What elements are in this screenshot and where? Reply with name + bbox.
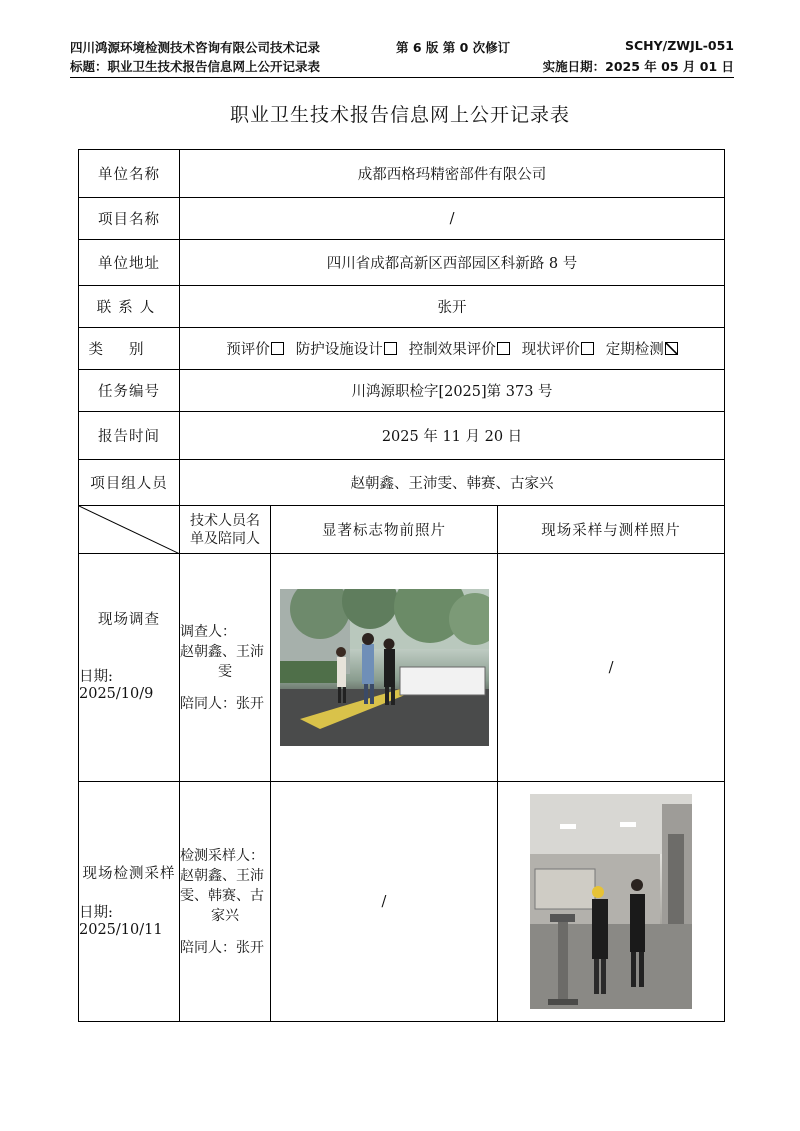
header-row-1 [70, 38, 734, 56]
row-team [79, 460, 725, 506]
testing-date-label: 日期: [79, 905, 113, 921]
category-option-periodic-testing: 定期检测 [606, 342, 678, 358]
checkbox-protection-design[interactable] [384, 342, 397, 355]
survey-info [79, 554, 180, 782]
label-project-name: 项目名称 [79, 198, 180, 240]
samplers-line3: 家兴 [211, 907, 239, 924]
value-unit-address: 四川省成都高新区西部园区科新路 8 号 [180, 240, 725, 286]
testing-sampling-photo-cell [498, 782, 725, 1022]
header-company: 四川鸿源环境检测技术咨询有限公司技术记录 [70, 40, 321, 55]
survey-name: 现场调查 [98, 612, 160, 628]
row-category [79, 328, 725, 370]
value-team: 赵朝鑫、王沛雯、韩赛、古家兴 [180, 460, 725, 506]
value-contact: 张开 [180, 286, 725, 328]
survey-escort: 陪同人：张开 [180, 695, 264, 712]
category-option-status-evaluation: 现状评价 [522, 342, 606, 358]
samplers-line1: 赵朝鑫、王沛 [180, 867, 264, 884]
diagonal-header-cell [79, 506, 180, 554]
survey-date-label: 日期: [79, 669, 113, 685]
landmark-photo-image [280, 589, 489, 746]
survey-date: 2025/10/9 [79, 686, 154, 702]
investigator-label: 调查人： [180, 623, 236, 640]
value-project-name: / [180, 198, 725, 240]
diagonal-line [79, 506, 180, 554]
category-option-control-effect: 控制效果评价 [409, 342, 522, 358]
label-team: 项目组人员 [79, 460, 180, 506]
checkbox-control-effect[interactable] [497, 342, 510, 355]
row-survey [79, 554, 725, 782]
document-title: 职业卫生技术报告信息网上公开记录表 [229, 104, 570, 126]
survey-landmark-photo-cell [271, 554, 498, 782]
label-contact: 联系人 [79, 286, 180, 328]
sampler-label: 检测采样人： [180, 847, 264, 864]
label-category: 类别 [79, 328, 180, 370]
header-staff: 技术人员名 单及陪同人 [180, 506, 271, 554]
checkbox-periodic-testing[interactable] [665, 342, 678, 355]
samplers-line2: 雯、韩赛、古 [180, 887, 264, 904]
survey-sampling-cell: / [498, 554, 725, 782]
sampling-photo-image [530, 794, 692, 1009]
value-report-date: 2025 年 11 月 20 日 [180, 412, 725, 460]
value-task-no: 川鸿源职检字[2025]第 373 号 [180, 370, 725, 412]
testing-landmark-cell: / [271, 782, 498, 1022]
checkbox-pre-evaluation[interactable] [271, 342, 284, 355]
header-row-2 [70, 57, 734, 75]
label-report-date: 报告时间 [79, 412, 180, 460]
row-photo-header [79, 506, 725, 554]
row-unit-name [79, 150, 725, 198]
header-title: 标题：职业卫生技术报告信息网上公开记录表 [70, 59, 321, 74]
label-unit-address: 单位地址 [79, 240, 180, 286]
testing-date: 2025/10/11 [79, 922, 163, 938]
label-unit-name: 单位名称 [79, 150, 180, 198]
survey-staff [180, 554, 271, 782]
label-task-no: 任务编号 [79, 370, 180, 412]
testing-info [79, 782, 180, 1022]
row-task-no [79, 370, 725, 412]
row-report-date [79, 412, 725, 460]
investigators-cont: 雯 [218, 663, 232, 680]
testing-staff [180, 782, 271, 1022]
header-code: SCHY/ZWJL-051 [624, 38, 734, 53]
testing-name: 现场检测采样 [82, 866, 176, 882]
record-table [78, 149, 725, 1022]
header-sampling-photo: 现场采样与测样照片 [498, 506, 725, 554]
header-effective-date: 实施日期：2025 年 05 月 01 日 [542, 59, 734, 74]
value-category [180, 328, 725, 370]
row-unit-address [79, 240, 725, 286]
row-project-name [79, 198, 725, 240]
header-landmark-photo: 显著标志物前照片 [271, 506, 498, 554]
sampling-photo [530, 794, 692, 1009]
header-version: 第 6 版 第 0 次修订 [396, 40, 511, 55]
checkbox-status-evaluation[interactable] [581, 342, 594, 355]
header-divider [70, 77, 734, 78]
landmark-photo [280, 589, 489, 746]
row-testing [79, 782, 725, 1022]
row-contact [79, 286, 725, 328]
category-option-pre-evaluation: 预评价 [226, 342, 296, 358]
category-option-protection-design: 防护设施设计 [296, 342, 409, 358]
investigators: 赵朝鑫、王沛 [180, 643, 264, 660]
value-unit-name: 成都西格玛精密部件有限公司 [180, 150, 725, 198]
testing-escort: 陪同人：张开 [180, 939, 264, 956]
